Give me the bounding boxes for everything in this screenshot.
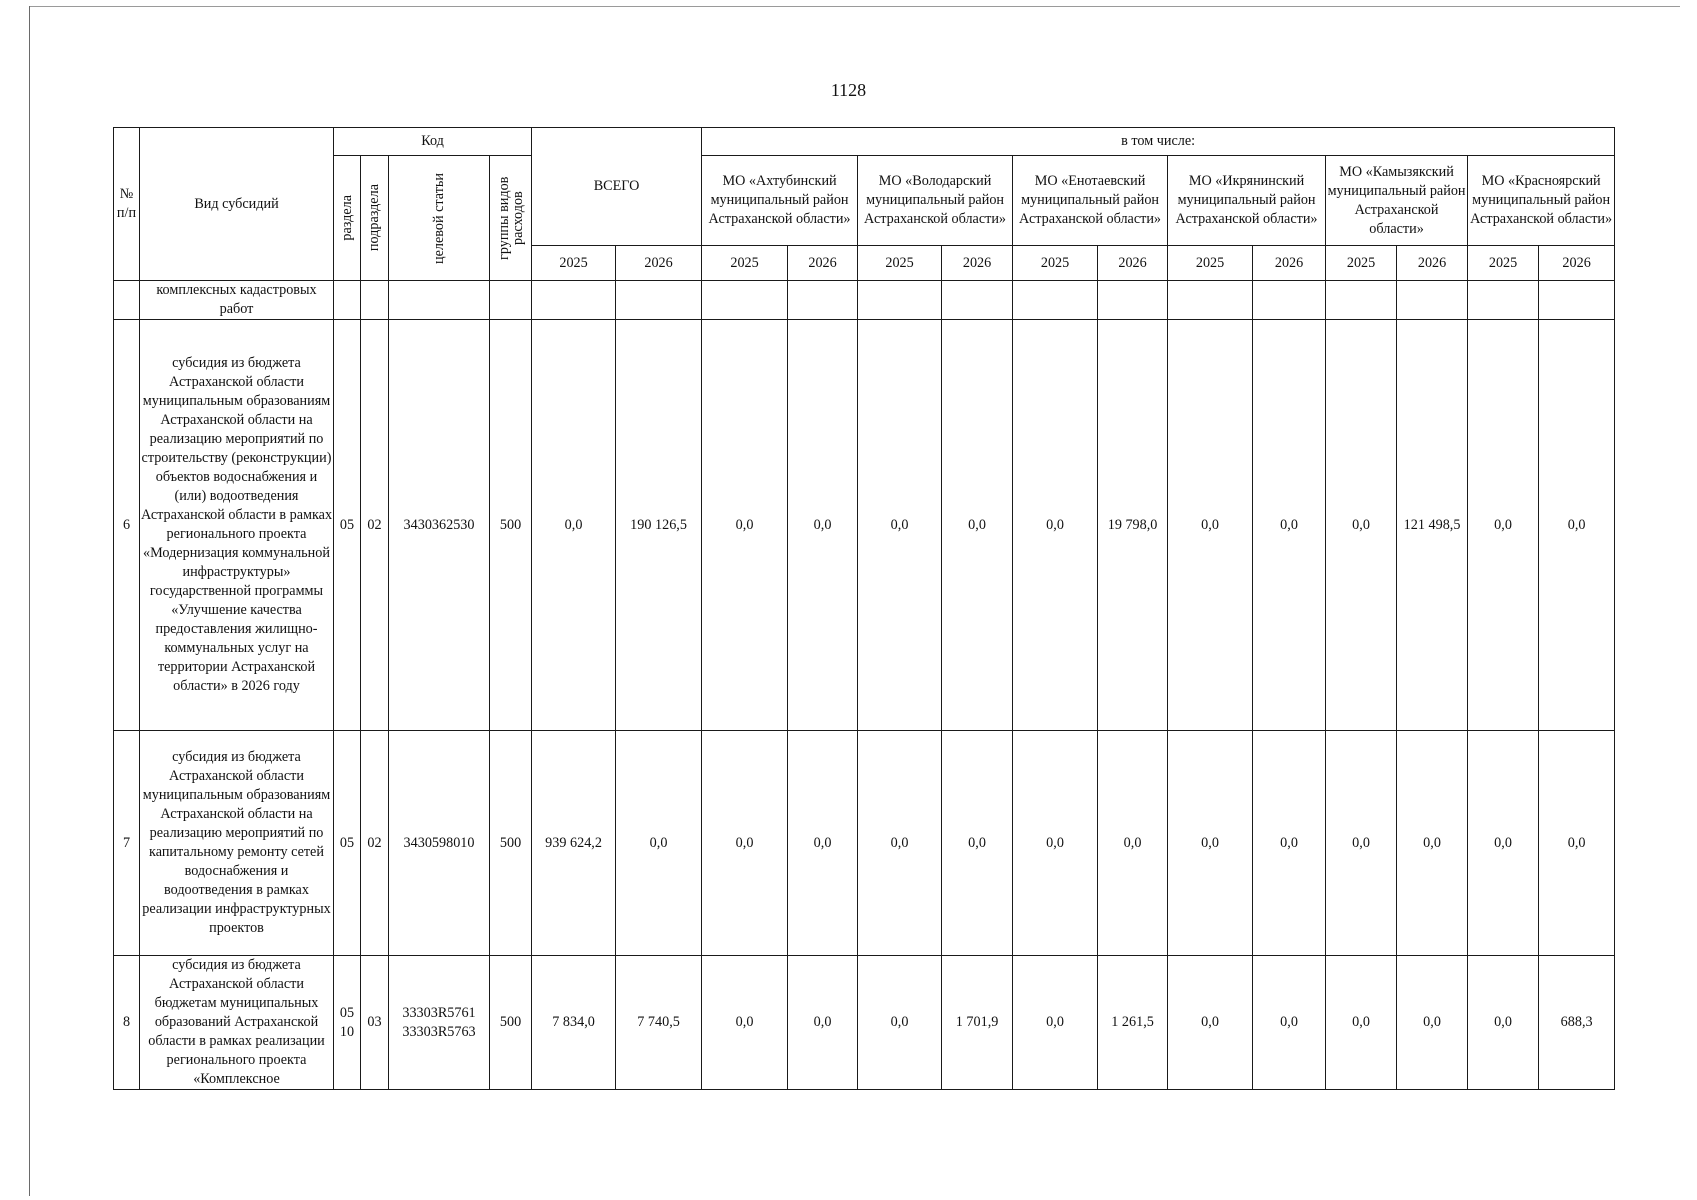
- header-code: Код: [334, 128, 532, 156]
- header-type: Вид субсидий: [140, 128, 334, 281]
- subsidy-table: [113, 127, 1615, 1090]
- header-district-3: МО «Енотаевский муниципальный район Астраханской области»: [1013, 156, 1168, 246]
- row-target-line: 33303R5763: [402, 1023, 476, 1040]
- header-year: 2026: [616, 246, 702, 281]
- row-value: 19 798,0: [1098, 320, 1168, 731]
- header-year: 2026: [788, 246, 858, 281]
- row-target: 3430598010: [389, 731, 490, 956]
- row-value: [702, 281, 788, 320]
- header-district-1: МО «Ахтубинский муниципальный район Астраханской области»: [702, 156, 858, 246]
- table-row: [114, 281, 1615, 320]
- row-value: 0,0: [1168, 731, 1253, 956]
- row-subsection: 02: [361, 320, 389, 731]
- scan-edge-left: [29, 6, 30, 1196]
- row-value: 0,0: [1253, 731, 1326, 956]
- row-value: [788, 281, 858, 320]
- row-num: 7: [114, 731, 140, 956]
- row-value: 0,0: [858, 320, 942, 731]
- header-year: 2025: [702, 246, 788, 281]
- row-expense-group: 500: [490, 731, 532, 956]
- row-subsection: 02: [361, 731, 389, 956]
- row-subsection: 03: [361, 956, 389, 1090]
- row-expense-group: 500: [490, 320, 532, 731]
- row-value: 0,0: [1397, 731, 1468, 956]
- header-code-expense-group: группы видов расходов: [490, 156, 532, 281]
- row-value: 0,0: [942, 320, 1013, 731]
- row-num: [114, 281, 140, 320]
- row-value: 7 834,0: [532, 956, 616, 1090]
- row-value: 0,0: [1326, 320, 1397, 731]
- header-total: ВСЕГО: [532, 128, 702, 246]
- row-value: 0,0: [788, 320, 858, 731]
- row-value: [1013, 281, 1098, 320]
- header-year: 2025: [1013, 246, 1098, 281]
- row-value: 0,0: [616, 731, 702, 956]
- row-value: 0,0: [702, 320, 788, 731]
- row-value: 0,0: [702, 956, 788, 1090]
- header-district-6: МО «Красноярский муниципальный район Астраханской области»: [1468, 156, 1615, 246]
- header-district-5: МО «Камызякский муниципальный район Астраханской области»: [1326, 156, 1468, 246]
- row-description: субсидия из бюджета Астраханской области муниципальным образованиям Астраханской области на реализацию мероприятий по капитальному ремонту сетей водоснабжения и водоотведения в рамках реализации инфраструктурных проектов: [140, 731, 334, 956]
- row-value: 121 498,5: [1397, 320, 1468, 731]
- row-value: 688,3: [1539, 956, 1615, 1090]
- header-year: 2026: [1253, 246, 1326, 281]
- row-value: [942, 281, 1013, 320]
- row-num: 8: [114, 956, 140, 1090]
- header-year: 2025: [532, 246, 616, 281]
- header-year: 2025: [1168, 246, 1253, 281]
- header-year: 2025: [858, 246, 942, 281]
- table-row: [114, 731, 1615, 956]
- row-section: 05: [334, 731, 361, 956]
- row-expense-group: [490, 281, 532, 320]
- header-year: 2026: [1539, 246, 1615, 281]
- table-row: [114, 320, 1615, 731]
- row-section-line: 10: [339, 1023, 355, 1040]
- header-year: 2026: [942, 246, 1013, 281]
- row-target-line: 33303R5761: [402, 1004, 476, 1021]
- row-description: субсидия из бюджета Астраханской области муниципальным образованиям Астраханской области на реализацию мероприятий по строительству (реконструкции) объектов водоснабжения и (или) водоотведения Астраханской области в рамках регионального проекта «Модернизация коммунальной инфраструктуры» государственной программы «Улучшение качества предоставления жилищно-коммунальных услуг на территории Астраханской области» в 2026 году: [140, 320, 334, 731]
- page-number: 1128: [830, 80, 867, 100]
- row-num: 6: [114, 320, 140, 731]
- row-value: 0,0: [1326, 731, 1397, 956]
- row-value: 0,0: [1468, 320, 1539, 731]
- row-subsection: [361, 281, 389, 320]
- row-value: [1539, 281, 1615, 320]
- row-value: 0,0: [858, 956, 942, 1090]
- row-value: [858, 281, 942, 320]
- scan-edge-top: [30, 6, 1680, 7]
- row-value: 0,0: [1253, 956, 1326, 1090]
- header-district-4: МО «Икрянинский муниципальный район Астраханской области»: [1168, 156, 1326, 246]
- row-description: субсидия из бюджета Астраханской области бюджетам муниципальных образований Астраханской области в рамках реализации регионального проекта «Комплексное: [140, 956, 334, 1090]
- header-district-2: МО «Володарский муниципальный район Астраханской области»: [858, 156, 1013, 246]
- row-value: [616, 281, 702, 320]
- row-value: 0,0: [858, 731, 942, 956]
- row-value: 0,0: [702, 731, 788, 956]
- row-value: 0,0: [532, 320, 616, 731]
- row-section: [334, 281, 361, 320]
- row-value: [1098, 281, 1168, 320]
- row-value: 0,0: [942, 731, 1013, 956]
- row-target: 3430362530: [389, 320, 490, 731]
- header-num: № п/п: [114, 128, 140, 281]
- row-value: 0,0: [1168, 320, 1253, 731]
- row-value: 0,0: [1098, 731, 1168, 956]
- row-value: 1 261,5: [1098, 956, 1168, 1090]
- row-value: 0,0: [1539, 731, 1615, 956]
- row-value: [1253, 281, 1326, 320]
- row-value: [1397, 281, 1468, 320]
- header-year: 2025: [1468, 246, 1539, 281]
- header-row-1: [114, 128, 1615, 156]
- header-year: 2026: [1098, 246, 1168, 281]
- row-value: [532, 281, 616, 320]
- header-row-2: [114, 156, 1615, 246]
- row-value: 0,0: [1468, 956, 1539, 1090]
- row-section: [334, 956, 361, 1090]
- row-value: 0,0: [1468, 731, 1539, 956]
- row-value: [1168, 281, 1253, 320]
- row-value: [1326, 281, 1397, 320]
- row-value: 0,0: [788, 731, 858, 956]
- row-value: 0,0: [1013, 956, 1098, 1090]
- row-value: 7 740,5: [616, 956, 702, 1090]
- row-value: 0,0: [1326, 956, 1397, 1090]
- row-value: 0,0: [1013, 731, 1098, 956]
- row-value: [1468, 281, 1539, 320]
- row-expense-group: 500: [490, 956, 532, 1090]
- row-value: 939 624,2: [532, 731, 616, 956]
- row-section: 05: [334, 320, 361, 731]
- row-value: 0,0: [1013, 320, 1098, 731]
- row-value: 190 126,5: [616, 320, 702, 731]
- header-including: в том числе:: [702, 128, 1615, 156]
- table-row: [114, 956, 1615, 1090]
- row-value: 0,0: [1253, 320, 1326, 731]
- row-value: 1 701,9: [942, 956, 1013, 1090]
- row-value: 0,0: [1397, 956, 1468, 1090]
- row-target: [389, 281, 490, 320]
- header-code-section: раздела: [334, 156, 361, 281]
- header-code-subsection: подраздела: [361, 156, 389, 281]
- row-value: 0,0: [788, 956, 858, 1090]
- row-target: [389, 956, 490, 1090]
- header-code-target: целевой статьи: [389, 156, 490, 281]
- header-year: 2026: [1397, 246, 1468, 281]
- header-year: 2025: [1326, 246, 1397, 281]
- row-description: комплексных кадастровых работ: [140, 281, 334, 320]
- row-value: 0,0: [1168, 956, 1253, 1090]
- row-section-line: 05: [339, 1004, 355, 1021]
- row-value: 0,0: [1539, 320, 1615, 731]
